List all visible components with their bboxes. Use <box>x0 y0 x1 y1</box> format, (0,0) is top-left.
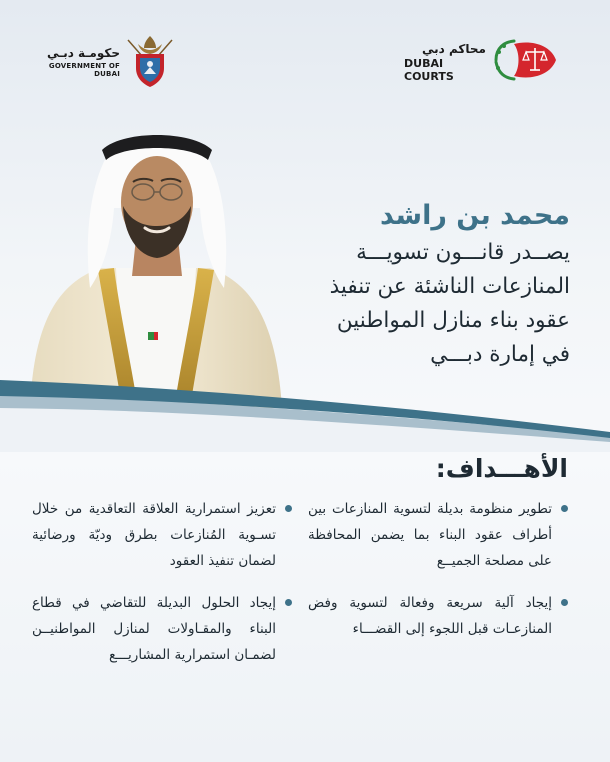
dubai-government-emblem-icon <box>124 34 176 88</box>
government-name-arabic: حكومـة دبـي <box>46 46 120 60</box>
dubai-courts-logo <box>404 38 564 82</box>
bullet-dot-icon <box>561 599 568 606</box>
goal-text: تعزيز استمرارية العلاقة التعاقدية من خلال تسـوية المُنازعات بطرق وديّة ورضائية لضمان تنفيذ العقود <box>32 501 276 569</box>
page-title: محمد بن راشد <box>379 200 570 231</box>
goals-heading: الأهـــداف: <box>435 454 568 483</box>
goal-item <box>308 590 568 642</box>
headline-line-2: المنازعات الناشئة عن تنفيذ <box>329 274 570 299</box>
goal-text: إيجاد آلية سريعة وفعالة لتسوية وفض المنازعـات قبل اللجوء إلى القضـــاء <box>308 595 552 637</box>
government-of-dubai-logo <box>44 34 179 88</box>
bullet-dot-icon <box>285 599 292 606</box>
headline-line-4: في إمارة دبـــي <box>430 342 570 367</box>
goals-column-left <box>32 496 292 684</box>
goal-item <box>32 590 292 668</box>
courts-logo-text <box>404 42 486 83</box>
section-divider <box>0 372 610 452</box>
goal-text: تطوير منظومة بديلة لتسوية المنازعات بين أطراف عقود البناء بما يضمن المحافظة على مصلحة الجميــع <box>308 501 552 569</box>
bullet-dot-icon <box>285 505 292 512</box>
headline-line-3: عقود بناء منازل المواطنين <box>336 308 570 333</box>
bullet-dot-icon <box>561 505 568 512</box>
government-logo-text <box>44 46 120 78</box>
courts-name-arabic: محاكم دبي <box>422 42 486 56</box>
dubai-courts-emblem-icon <box>490 38 560 82</box>
goal-item <box>32 496 292 574</box>
goal-item <box>308 496 568 574</box>
courts-name-english: DUBAI COURTS <box>404 57 454 83</box>
goals-column-right <box>308 496 568 658</box>
headline-line-1: يصــدر قانـــون تسويـــة <box>356 240 570 265</box>
government-name-english: GOVERNMENT OF DUBAI <box>48 62 120 78</box>
title-block <box>250 196 570 372</box>
goal-text: إيجاد الحلول البديلة للتقاضي في قطاع البناء والمقـاولات لمنازل المواطنيــن لضمـان استمرارية المشاريـــع <box>32 595 276 663</box>
